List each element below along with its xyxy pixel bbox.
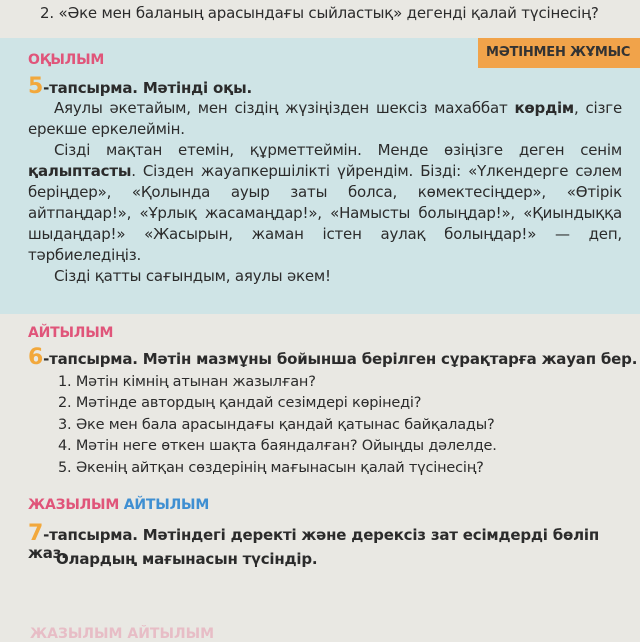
question-2-line: 2. «Әке мен баланың арасындағы сыйластық» дегенді қалай түсінесің?	[40, 4, 599, 22]
task-6-heading	[28, 345, 638, 370]
question-item: 5. Әкенің айтқан сөздерінің мағынасын қалай түсінесің?	[58, 459, 484, 476]
task-7-label: -тапсырма. Мәтіндегі деректі және дерексіз зат есімдерді бөліп жаз.	[28, 526, 600, 562]
task-5-label: -тапсырма.	[43, 79, 138, 97]
writing-section-label: ЖАЗЫЛЫМ АЙТЫЛЫМ	[28, 497, 210, 513]
text-work-banner: МӘТІНМЕН ЖҰМЫС	[478, 38, 640, 68]
next-section-label: ЖАЗЫЛЫМ АЙТЫЛЫМ	[30, 626, 215, 642]
paragraph-3: Сізді қатты сағындым, аяулы әкем!	[54, 267, 331, 285]
question-item: 2. Мәтінде автордың қандай сезімдері көрінеді?	[58, 395, 422, 412]
questions-list	[58, 372, 497, 479]
task-7-line2: Олардың мағынасын түсіндір.	[56, 550, 318, 568]
paragraph-1: Аяулы әкетайым, мен сіздің жүзіңізден шексіз махаббат көрдім, сізге ерекше еркелеймін.	[28, 99, 623, 138]
question-item: 4. Мәтін неге өткен шақта баяндалған? Ойыңды дәлелде.	[58, 438, 497, 455]
question-item: 3. Әке мен бала арасындағы қандай қатынас байқалады?	[58, 416, 495, 433]
task-5-heading	[28, 74, 252, 99]
reading-text	[28, 98, 622, 287]
task-5-text: Мәтінді оқы.	[137, 79, 252, 97]
paragraph-2: Сізді мақтан етемін, құрметтеймін. Менде өзіңізге деген сенім қалыптасты. Сізден жауапкершілікті үйрендім. Бізді: «Үлкендерге сәлем беріңдер», «Қолында ауыр заты болса, көмектесіңдер», «Өтірік айтпаңдар!», «Ұрлық жасамаңдар!», «Намысты болыңдар!», «Қиындыққа шыдаңдар!» «Жасырын, жаман істен аулақ болыңдар!» — деп, тәрбиеледіңіз.	[28, 141, 622, 264]
speaking-section-label: АЙТЫЛЫМ	[28, 325, 114, 341]
task-7-number: 7	[28, 521, 44, 546]
reading-section-label: ОҚЫЛЫМ	[28, 52, 105, 68]
task-6-label: -тапсырма. Мәтін мазмұны бойынша берілген сұрақтарға жауап бер.	[43, 350, 638, 368]
task-5-number: 5	[28, 74, 44, 99]
question-item: 1. Мәтін кімнің атынан жазылған?	[58, 374, 316, 390]
task-6-number: 6	[28, 345, 44, 370]
